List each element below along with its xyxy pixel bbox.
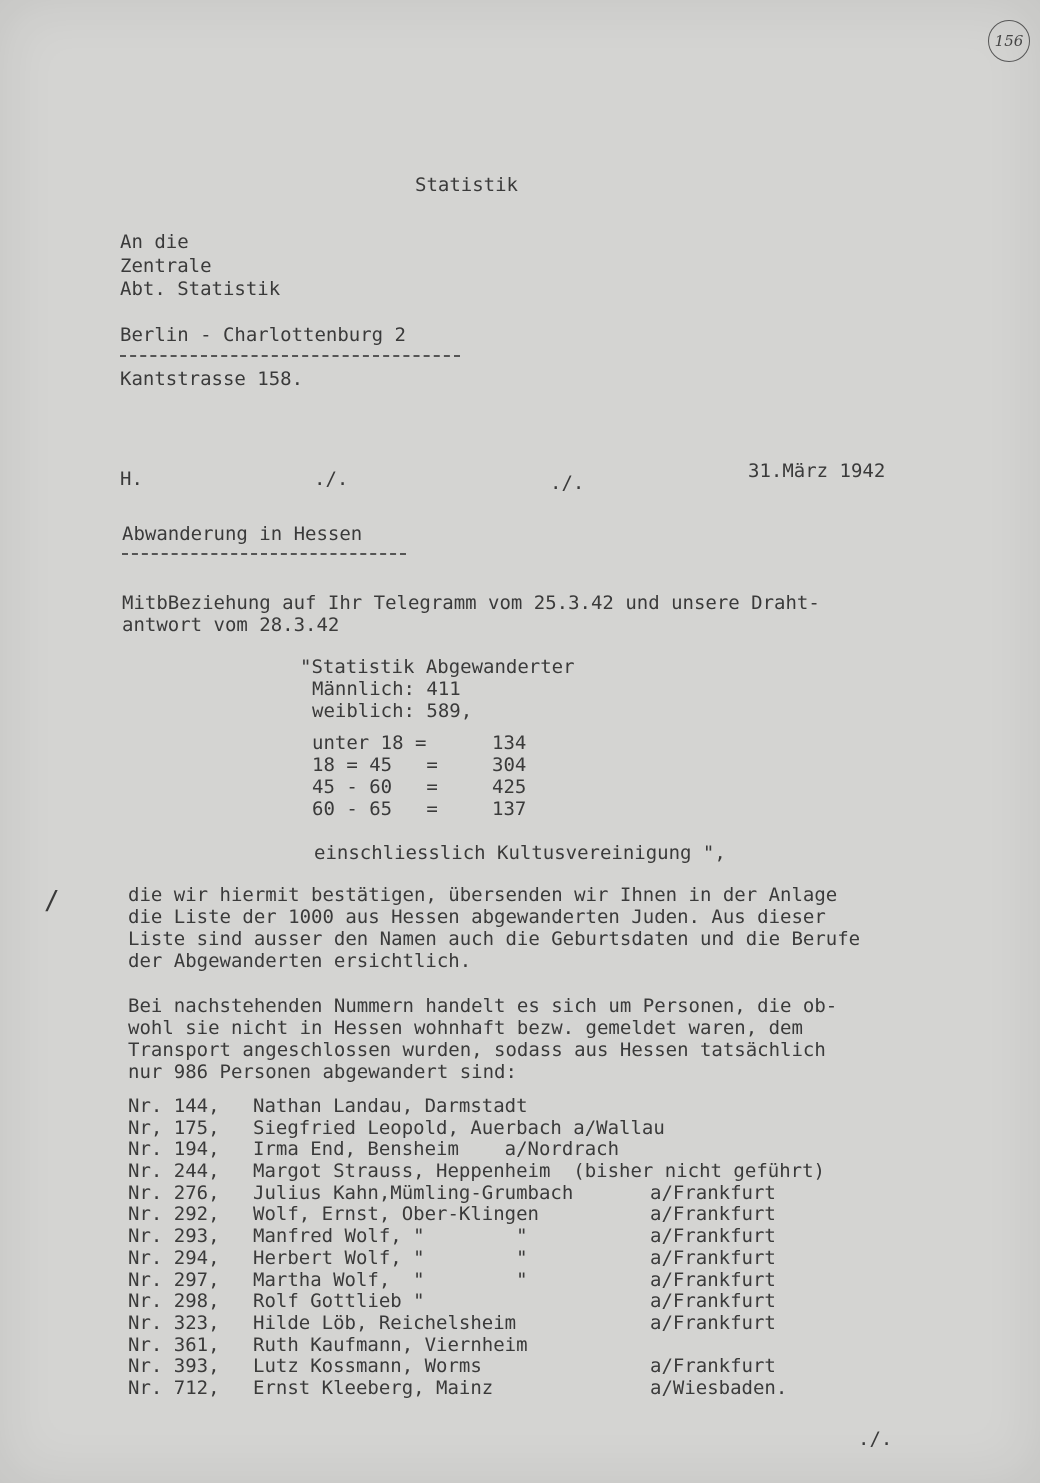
age-count: 425 (492, 776, 527, 798)
person-name: Rolf Gottlieb " (253, 1290, 425, 1313)
person-number: Nr. 298, (128, 1290, 220, 1313)
telegram-heading: "Statistik Abgewanderter (300, 656, 575, 678)
subject-line: Abwanderung in Hessen (122, 523, 363, 545)
person-name: Irma End, Bensheim a/Nordrach (253, 1138, 620, 1161)
person-number: Nr. 297, (128, 1268, 220, 1291)
person-name: Ruth Kaufmann, Viernheim (253, 1333, 528, 1356)
age-count: 137 (492, 798, 527, 820)
address-underline (120, 355, 460, 357)
person-destination: a/Frankfurt (650, 1268, 776, 1291)
age-range-label: 45 - 60 = (312, 776, 438, 798)
person-destination: a/Frankfurt (650, 1355, 776, 1378)
margin-mark: / (44, 886, 60, 916)
person-name: Wolf, Ernst, Ober-Klingen (253, 1203, 539, 1226)
person-destination: a/Frankfurt (650, 1246, 776, 1269)
age-range-label: unter 18 = (312, 732, 427, 754)
continuation-mark: ./. (858, 1428, 893, 1450)
paragraph-line: die wir hiermit bestätigen, übersenden wir Ihnen in der Anlage (128, 884, 838, 906)
person-name: Hilde Löb, Reichelsheim (253, 1311, 517, 1334)
person-name: Julius Kahn,Mümling-Grumbach (253, 1181, 574, 1204)
intro-line-1: MitbBeziehung auf Ihr Telegramm vom 25.3.42 und unsere Draht- (122, 592, 820, 614)
person-name: Manfred Wolf, " " (253, 1225, 528, 1248)
age-range-label: 60 - 65 = (312, 798, 438, 820)
person-destination: a/Frankfurt (650, 1290, 776, 1313)
letter-date: 31.März 1942 (748, 460, 886, 482)
recipient-line-1: An die (120, 231, 189, 253)
person-number: Nr, 175, (128, 1116, 220, 1139)
person-name: Siegfried Leopold, Auerbach a/Wallau (253, 1116, 665, 1139)
telegram-closing: einschliesslich Kultusvereinigung ", (314, 842, 726, 864)
person-destination: a/Frankfurt (650, 1225, 776, 1248)
person-number: Nr. 323, (128, 1311, 220, 1334)
person-number: Nr. 244, (128, 1160, 220, 1183)
telegram-male: Männlich: 411 (312, 678, 461, 700)
age-statistics-table (312, 732, 552, 820)
paragraph-confirmation (128, 884, 860, 972)
intro-line-2: antwort vom 28.3.42 (122, 614, 340, 636)
person-number: Nr. 292, (128, 1203, 220, 1226)
paragraph-line: Transport angeschlossen wurden, sodass aus Hessen tatsächlich (128, 1039, 826, 1061)
page-number-stamp: 156 (988, 20, 1030, 62)
paragraph-line: Liste sind ausser den Namen auch die Geburtsdaten und die Berufe (128, 928, 861, 950)
paragraph-exceptions (128, 995, 837, 1083)
age-range-label: 18 = 45 = (312, 754, 438, 776)
age-row (312, 732, 552, 754)
person-name: Nathan Landau, Darmstadt (253, 1095, 528, 1117)
recipient-street: Kantstrasse 158. (120, 368, 304, 390)
age-row (312, 798, 552, 820)
person-name: Ernst Kleeberg, Mainz (253, 1376, 494, 1399)
paragraph-line: nur 986 Personen abgewandert sind: (128, 1061, 517, 1083)
person-number: Nr. 194, (128, 1138, 220, 1161)
age-count: 134 (492, 732, 527, 754)
paragraph-line: wohl sie nicht in Hessen wohnhaft bezw. gemeldet waren, dem (128, 1017, 803, 1039)
person-name: Martha Wolf, " " (253, 1268, 528, 1291)
person-number: Nr. 361, (128, 1333, 220, 1356)
person-name: Lutz Kossmann, Worms (253, 1355, 482, 1378)
document-title: Statistik (415, 174, 518, 196)
subject-underline (122, 553, 406, 555)
person-number: Nr. 276, (128, 1181, 220, 1204)
paragraph-line: Bei nachstehenden Nummern handelt es sich um Personen, die ob- (128, 995, 838, 1017)
reference-mark-2: ./. (550, 472, 585, 494)
recipient-line-2: Zentrale (120, 255, 212, 277)
person-number: Nr. 712, (128, 1376, 220, 1399)
telegram-female: weiblich: 589, (312, 700, 473, 722)
person-destination: a/Frankfurt (650, 1311, 776, 1334)
reference-mark-1: ./. (314, 468, 349, 490)
person-number: Nr. 393, (128, 1355, 220, 1378)
person-destination: a/Frankfurt (650, 1203, 776, 1226)
recipient-city: Berlin - Charlottenburg 2 (120, 324, 406, 346)
person-name: Herbert Wolf, " " (253, 1246, 528, 1269)
age-count: 304 (492, 754, 527, 776)
person-number: Nr. 293, (128, 1225, 220, 1248)
paragraph-line: der Abgewanderten ersichtlich. (128, 950, 472, 972)
age-row (312, 776, 552, 798)
person-destination: a/Wiesbaden. (650, 1376, 788, 1399)
person-destination: a/Frankfurt (650, 1181, 776, 1204)
age-row (312, 754, 552, 776)
person-number: Nr. 294, (128, 1246, 220, 1269)
person-name: Margot Strauss, Heppenheim (bisher nicht geführt) (253, 1160, 825, 1183)
recipient-line-3: Abt. Statistik (120, 278, 281, 300)
person-number: Nr. 144, (128, 1095, 220, 1117)
reference-sign: H. (120, 468, 143, 490)
paragraph-line: die Liste der 1000 aus Hessen abgewanderten Juden. Aus dieser (128, 906, 826, 928)
